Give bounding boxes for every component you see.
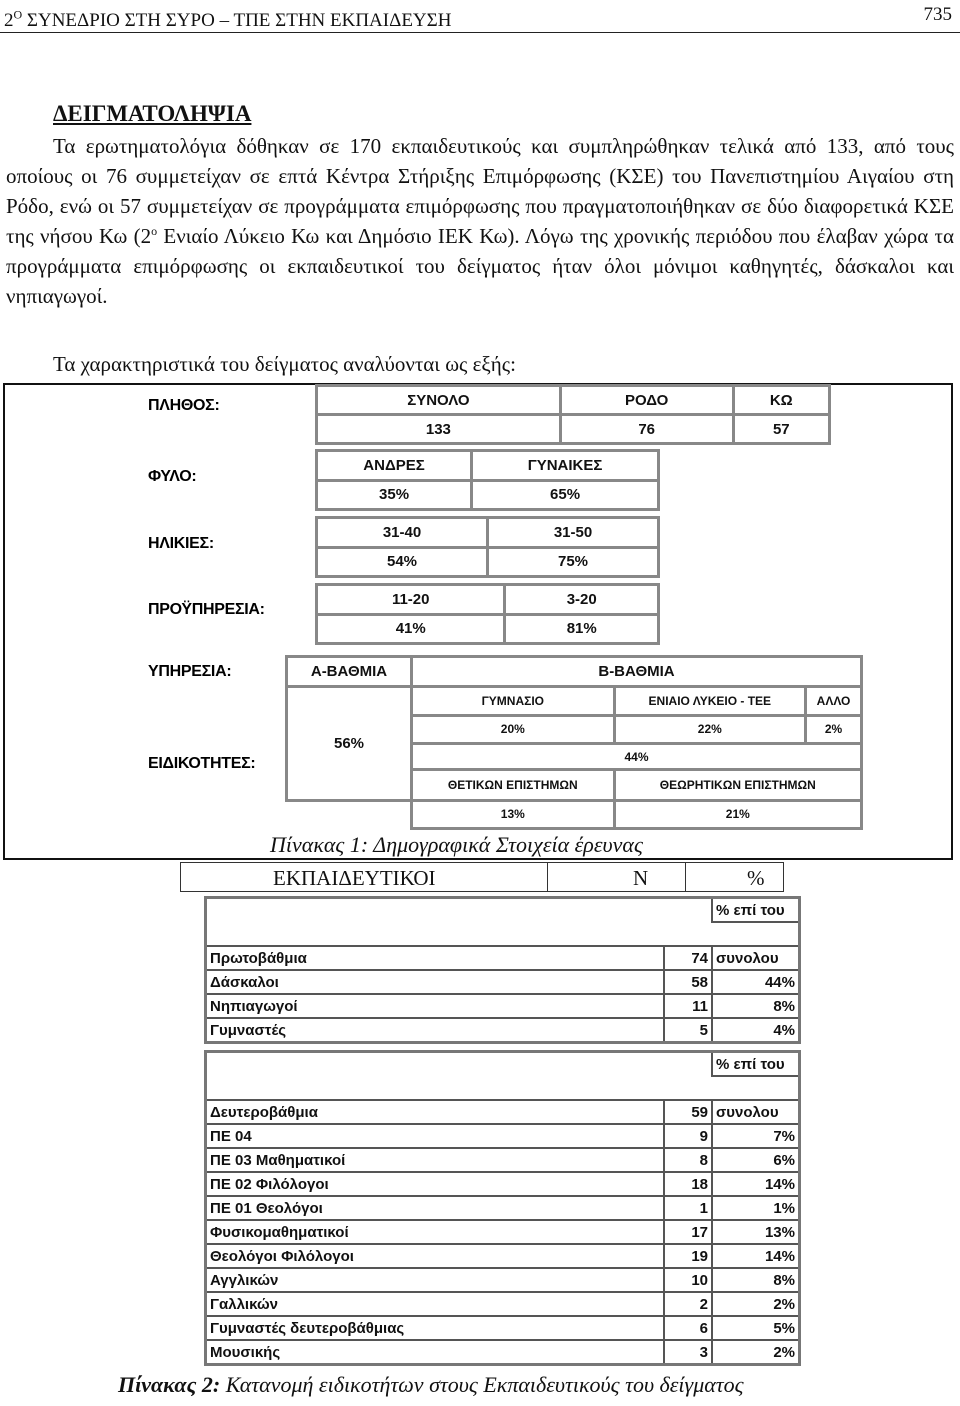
table-row [206,970,800,994]
proypiresia-value: 41% [317,614,505,644]
secondary-title: Δευτεροβάθμια [206,1100,665,1124]
row-n: 11 [664,994,712,1018]
row-name: Γαλλικών [206,1292,665,1316]
ilikies-table [315,516,660,578]
proypiresia-head: 11-20 [317,585,505,615]
header-title: $2^O$ ΣΥΝΕΔΡΙΟ ΣΤΗ ΣΥΡΟ – ΤΠΕ ΣΤΗΝ ΕΚΠΑΙΔΕΥΣΗ [4,8,452,32]
b-field-head: ΘΕΤΙΚΩΝ ΕΠΙΣΤΗΜΩΝ [412,770,615,800]
running-header [4,4,952,32]
table-row [206,1172,800,1196]
caption-table-1: Πίνακας 1: Δημογραφικά Στοιχεία έρευνας [270,832,643,857]
col-divider [685,863,686,891]
label-proypiresia: ΠΡΟΫΠΗΡΕΣΙΑ: [148,601,265,618]
teachers-header-row [180,862,784,892]
pct-header: % επί του [712,898,800,923]
table-row [206,1292,800,1316]
row-name: Γυμναστές [206,1018,665,1043]
plithos-value: 133 [317,415,561,444]
page-number: 735 [923,4,952,25]
row-pct: 7% [712,1124,800,1148]
pct-header: συνολου [712,1100,800,1124]
ilikies-value: 54% [317,547,488,577]
row-pct: 8% [712,1268,800,1292]
table-row [206,1196,800,1220]
col-header-teachers: ΕΚΠΑΙΔΕΥΤΙΚΟΙ [273,866,436,890]
row-n: 58 [664,970,712,994]
a-vathmia-head: Α-ΒΑΘΜΙΑ [287,657,412,687]
b-sub-value: 2% [806,715,862,743]
row-name: ΠΕ 03 Μαθηματικοί [206,1148,665,1172]
intro-sentence: Τα χαρακτηριστικά του δείγματος αναλύονται ως εξής: [53,352,516,376]
row-name: Γυμναστές δευτεροβάθμιας [206,1316,665,1340]
row-n: 1 [664,1196,712,1220]
row-name: ΠΕ 04 [206,1124,665,1148]
proypiresia-value: 81% [505,614,659,644]
fylo-table [315,449,660,511]
row-n: 10 [664,1268,712,1292]
primary-total: 74 [664,946,712,970]
proypiresia-head: 3-20 [505,585,659,615]
row-n: 18 [664,1172,712,1196]
row-n: 19 [664,1244,712,1268]
primary-title: Πρωτοβάθμια [206,946,665,970]
row-name: Μουσικής [206,1340,665,1365]
b-sub-head: ΕΝΙΑΙΟ ΛΥΚΕΙΟ - ΤΕΕ [614,687,805,715]
table-row [206,994,800,1018]
section-heading: ΔΕΙΓΜΑΤΟΛΗΨΙΑ [53,101,252,126]
label-plithos: ΠΛΗΘΟΣ: [148,397,220,414]
b-sub-value: 22% [614,715,805,743]
row-pct: 1% [712,1196,800,1220]
row-pct: 8% [712,994,800,1018]
pct-header: συνολου [712,946,800,970]
ilikies-head: 31-40 [317,518,488,548]
b-field-value: 13% [412,800,615,828]
ilikies-head: 31-50 [488,518,659,548]
row-name: Φυσικομαθηματικοί [206,1220,665,1244]
row-pct: 44% [712,970,800,994]
row-n: 9 [664,1124,712,1148]
b-sub-head: ΓΥΜΝΑΣΙΟ [412,687,615,715]
label-eidikotites: ΕΙΔΙΚΟΤΗΤΕΣ: [148,755,256,772]
body-paragraph: Τα ερωτηματολόγια δόθηκαν σε 170 εκπαιδευτικούς και συμπληρώθηκαν τελικά από 133, από τους οποίους οι 76 συμμετείχαν σε επτά Κέντρα Στήριξης Επιμόρφωσης (ΚΣΕ) του Πανεπιστημίου Αιγαίου στη Ρόδο, ενώ οι 57 συμμετείχαν σε προγράμματα επιμόρφωσης που πραγματοποιήθηκαν σε δύο διαφορετικά ΚΣΕ της νήσου Κω ($2^o$ Ενιαίο Λύκειο Κω και Δημόσιο ΙΕΚ Κω). Λόγω της χρονικής περιόδου που έλαβαν χώρα τα προγράμματα επιμόρφωσης οι εκπαιδευτικοί του δείγματος ήταν όλοι μόνιμοι καθηγητές, δάσκαλοι και νηπιαγωγοί. [6,134,954,308]
table-row [206,1220,800,1244]
plithos-table [315,384,831,445]
table-row [206,1148,800,1172]
row-name: Αγγλικών [206,1268,665,1292]
row-n: 3 [664,1340,712,1365]
row-pct: 13% [712,1220,800,1244]
col-header-pct: % [747,866,765,890]
b-sub-value: 20% [412,715,615,743]
fylo-value: 65% [472,480,659,510]
fylo-head: ΑΝΔΡΕΣ [317,451,472,481]
row-pct: 2% [712,1292,800,1316]
table-row [206,1018,800,1043]
col-divider [547,863,548,891]
row-pct: 6% [712,1148,800,1172]
label-fylo: ΦΥΛΟ: [148,468,197,485]
row-n: 8 [664,1148,712,1172]
secondary-total: 59 [664,1100,712,1124]
b-field-head: ΘΕΩΡΗΤΙΚΩΝ ΕΠΙΣΤΗΜΩΝ [614,770,861,800]
b-field-value: 21% [614,800,861,828]
row-n: 5 [664,1018,712,1043]
label-ypiresia: ΥΠΗΡΕΣΙΑ: [148,663,232,680]
table-row [206,1268,800,1292]
a-vathmia-value: 56% [287,687,412,800]
row-pct: 2% [712,1340,800,1365]
row-name: ΠΕ 01 Θεολόγοι [206,1196,665,1220]
plithos-head: ΚΩ [733,386,829,415]
row-pct: 14% [712,1172,800,1196]
plithos-value: 57 [733,415,829,444]
b-vathmia-total: 44% [412,744,862,770]
row-name: Νηπιαγωγοί [206,994,665,1018]
plithos-value: 76 [560,415,733,444]
row-pct: 14% [712,1244,800,1268]
fylo-head: ΓΥΝΑΙΚΕΣ [472,451,659,481]
fylo-value: 35% [317,480,472,510]
table-row [206,1124,800,1148]
b-sub-head: ΑΛΛΟ [806,687,862,715]
header-rule [0,32,960,33]
table-row [206,1316,800,1340]
row-name: ΠΕ 02 Φιλόλογοι [206,1172,665,1196]
plithos-head: ΣΥΝΟΛΟ [317,386,561,415]
ilikies-value: 75% [488,547,659,577]
row-name: Θεολόγοι Φιλόλογοι [206,1244,665,1268]
table-row [206,1340,800,1365]
ypiresia-table [285,655,863,830]
b-vathmia-head: Β-ΒΑΘΜΙΑ [412,657,862,687]
col-header-n: Ν [633,866,649,890]
row-n: 2 [664,1292,712,1316]
primary-table [204,896,801,1044]
caption-table-2: Πίνακας 2: Κατανομή ειδικοτήτων στους Εκπαιδευτικούς του δείγματος [118,1372,744,1397]
row-pct: 4% [712,1018,800,1043]
label-ilikies: ΗΛΙΚΙΕΣ: [148,535,214,552]
row-n: 17 [664,1220,712,1244]
row-n: 6 [664,1316,712,1340]
plithos-head: ΡΟΔΟ [560,386,733,415]
secondary-table [204,1050,801,1366]
row-name: Δάσκαλοι [206,970,665,994]
table-row [206,1244,800,1268]
pct-header: % επί του [712,1052,800,1077]
row-pct: 5% [712,1316,800,1340]
proypiresia-table [315,583,660,645]
